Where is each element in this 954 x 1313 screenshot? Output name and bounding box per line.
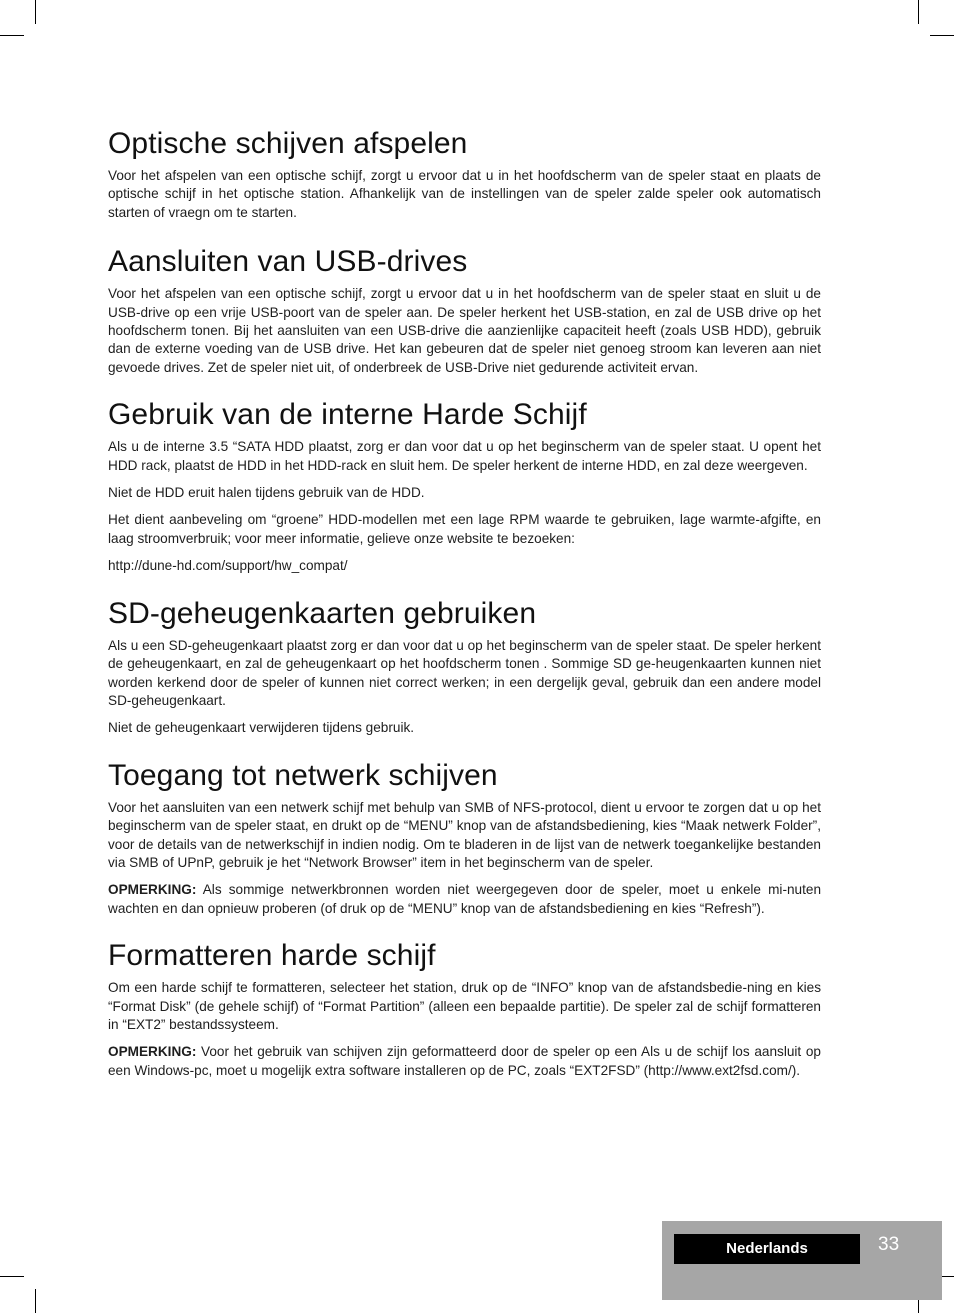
section-title: Optische schijven afspelen xyxy=(108,127,468,160)
page-number: 33 xyxy=(878,1234,900,1255)
crop-mark xyxy=(35,1289,36,1313)
section-optical-discs xyxy=(108,126,821,222)
section-title: Aansluiten van USB-drives xyxy=(108,245,468,279)
paragraph: Voor het aansluiten van een netwerk schijf met behulp van SMB of NFS-protocol, dient u ervoor te zorgen dat u op het beginscherm van de speler staat, en drukt op de “MENU” knop van de afstandsbediening, kies “Maak netwerk Folder”, voor de details van de netwerkschijf in indien nodig. Om te bladeren in de lijst van de netwerk toegankelijke bestanden via SMB of UPnP, gebruik je het “Network Browser” item in het beginscherm van de speler. xyxy=(108,799,821,870)
paragraph: Voor het afspelen van een optische schijf, zorgt u ervoor dat u in het hoofdscherm van de speler staat en sluit u de USB-drive op een vrije USB-poort van de speler aan. De speler herkent het USB-station, en zal de USB drive op het hoofdscherm tonen. Bij het aansluiten van een USB-drive die aanzienlijke capaciteit heeft (zoals USB HDD), gebruik dan de externe voeding van de USB drive. Het kan gebeuren dat de speler niet genoeg stroom kan leveren aan niet gevoede drives. Zet de speler niet uit, of onderbreek de USB-Drive niet gedurende activiteit ervan. xyxy=(108,286,821,375)
note-text: Als sommige netwerkbronnen worden niet weergegeven door de speler, moet u enkele mi-nuten wachten en dan opnieuw proberen (of druk op de “MENU” knop van de afstandsbediening en kies “Refresh”). xyxy=(108,882,821,916)
page-content xyxy=(108,126,821,1100)
section-internal-hdd xyxy=(108,397,821,575)
crop-mark xyxy=(35,0,36,24)
paragraph: Als u een SD-geheugenkaart plaatst zorg er dan voor dat u op het beginscherm van de speler staat. De speler herkent de geheugenkaart, en zal de geheugenkaart op het hoofdscherm tonen . Sommige SD ge-heugenkaarten kunnen niet worden kerkend door de speler of kunnen niet correct werken; in een dergelijk geval, gebruik dan een andere model SD-geheugenkaart. xyxy=(108,637,821,708)
crop-mark xyxy=(930,35,954,36)
section-title: Formatteren harde schijf xyxy=(108,939,436,973)
note-text: Voor het gebruik van schijven zijn geformatteerd door de speler op een Als u de schijf los aansluit op een Windows-pc, moet u mogelijk extra software installeren op de PC, zoals “EXT2FSD” (http://www.ext2fsd.com/). xyxy=(108,1044,821,1078)
note-paragraph xyxy=(108,881,821,918)
compat-url: http://dune-hd.com/support/hw_compat/ xyxy=(108,558,348,574)
page-footer xyxy=(662,1221,942,1300)
section-network-drives xyxy=(108,758,821,918)
paragraph: Voor het afspelen van een optische schijf, zorgt u ervoor dat u in het hoofdscherm van de speler staat en plaats de optische schijf in het optische station. Afhankelijk van de instellingen van de speler zalde speler ook automatisch starten of vraegn om te starten. xyxy=(108,168,821,220)
section-format-disk xyxy=(108,938,821,1080)
section-sd-cards xyxy=(108,596,821,738)
note-label: OPMERKING: xyxy=(108,882,197,898)
section-title: SD-geheugenkaarten gebruiken xyxy=(108,596,537,630)
note-paragraph xyxy=(108,1043,821,1080)
paragraph: Niet de HDD eruit halen tijdens gebruik van de HDD. xyxy=(108,485,425,501)
crop-mark xyxy=(0,35,24,36)
section-title: Toegang tot netwerk schijven xyxy=(108,758,498,792)
paragraph: Om een harde schijf te formatteren, selecteer het station, druk op de “INFO” knop van de afstandsbedie-ning en kies “Format Disk” (de gehele schijf) of “Format Partition” (alleen een bepaalde partitie). De speler zal de schijf formatteren in “EXT2” bestandssysteem. xyxy=(108,980,821,1032)
crop-mark xyxy=(0,1276,24,1277)
section-title: Gebruik van de interne Harde Schijf xyxy=(108,398,587,432)
paragraph: Als u de interne 3.5 “SATA HDD plaatst, zorg er dan voor dat u op het beginscherm van de speler staat. U opent het HDD rack, plaatst de HDD in het HDD-rack en sluit hem. De speler herkent de interne HDD, en zal deze weergeven. xyxy=(108,439,821,473)
paragraph: Het dient aanbeveling om “groene” HDD-modellen met een lage RPM waarde te gebruiken, lage warmte-afgifte, en laag stroomverbruik; voor meer informatie, gelieve onze website te bezoeken: xyxy=(108,512,821,546)
crop-mark xyxy=(918,0,919,24)
section-usb-drives xyxy=(108,244,821,377)
note-label: OPMERKING: xyxy=(108,1044,197,1060)
paragraph: Niet de geheugenkaart verwijderen tijdens gebruik. xyxy=(108,720,415,736)
language-label: Nederlands xyxy=(674,1234,860,1264)
